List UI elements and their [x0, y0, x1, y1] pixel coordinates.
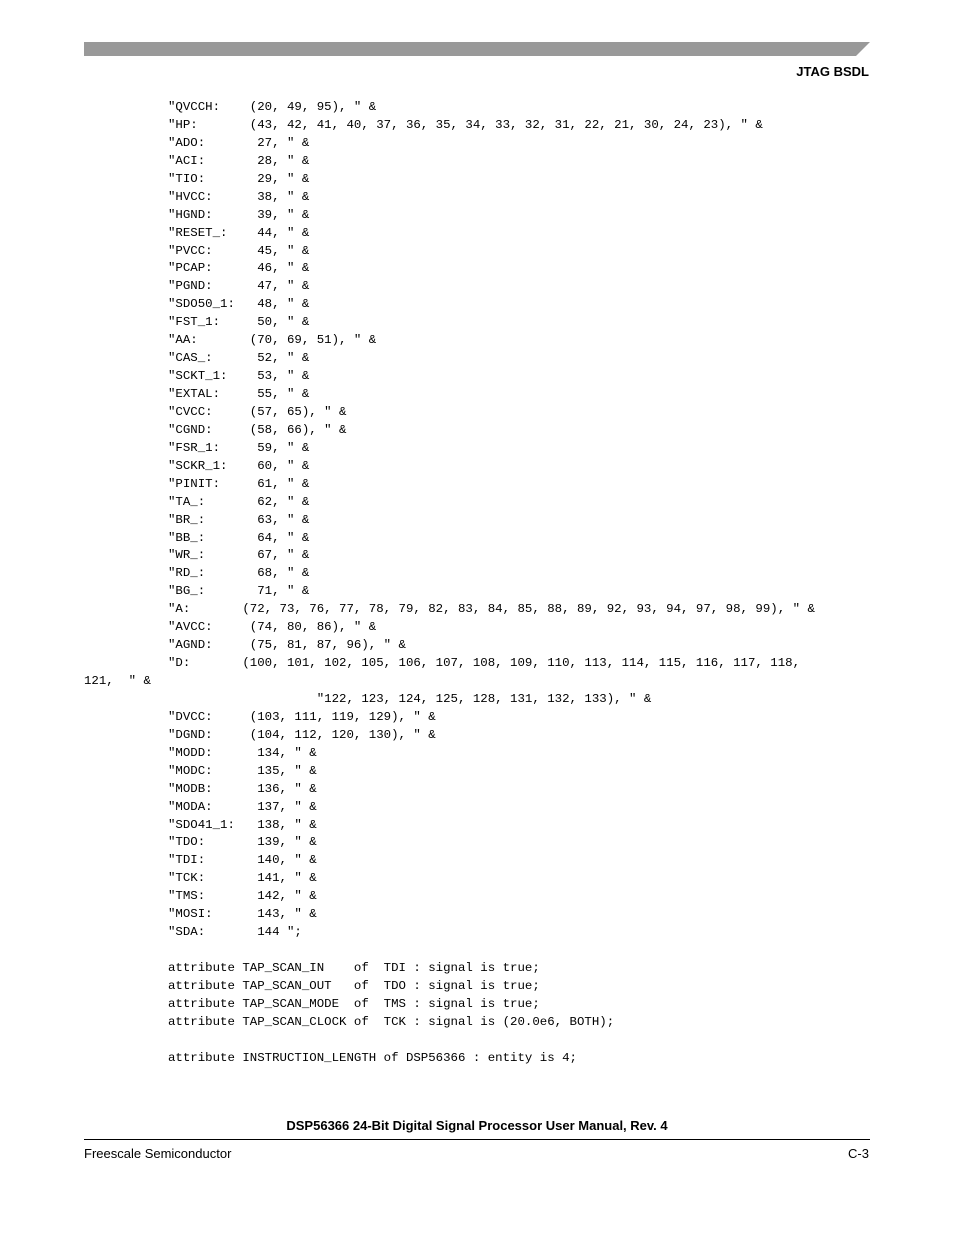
- code-line: "ADO: 27, " &: [168, 135, 310, 150]
- code-line: "CAS_: 52, " &: [168, 351, 310, 366]
- code-line: attribute TAP_SCAN_IN of TDI : signal is true;: [168, 961, 540, 975]
- code-line: "FSR_1: 59, " &: [168, 440, 310, 455]
- code-line: "MODD: 134, " &: [168, 745, 317, 760]
- code-line: "HGND: 39, " &: [168, 207, 310, 222]
- code-line-blank: [168, 942, 888, 960]
- code-line: "MOSI: 143, " &: [168, 907, 317, 922]
- code-line: "SDA: 144 ";: [168, 925, 302, 940]
- header-bar-shape: [84, 42, 870, 56]
- code-line: "AA: (70, 69, 51), " &: [168, 333, 377, 348]
- footer-page-number: C-3: [848, 1146, 869, 1161]
- code-line: "SDO50_1: 48, " &: [168, 297, 310, 312]
- footer-divider: [84, 1139, 870, 1140]
- code-line: "DGND: (104, 112, 120, 130), " &: [168, 727, 436, 742]
- code-line: attribute TAP_SCAN_OUT of TDO : signal is true;: [168, 978, 540, 993]
- bsdl-code-listing: [84, 99, 888, 1068]
- code-line: "QVCCH: (20, 49, 95), " &: [168, 100, 377, 114]
- code-line: "PCAP: 46, " &: [168, 261, 310, 276]
- code-line: "HP: (43, 42, 41, 40, 37, 36, 35, 34, 33, 32, 31, 22, 21, 30, 24, 23), " &: [168, 117, 763, 132]
- code-line: "MODA: 137, " &: [168, 799, 317, 814]
- code-line: "D: (100, 101, 102, 105, 106, 107, 108, 109, 110, 113, 114, 115, 116, 117, 118,: [168, 656, 801, 671]
- code-line: attribute TAP_SCAN_MODE of TMS : signal is true;: [168, 996, 540, 1011]
- code-line: "BR_: 63, " &: [168, 512, 310, 527]
- code-line: "HVCC: 38, " &: [168, 189, 310, 204]
- code-line: "RD_: 68, " &: [168, 566, 310, 581]
- footer-company: Freescale Semiconductor: [84, 1146, 232, 1161]
- code-line: "MODC: 135, " &: [168, 763, 317, 778]
- code-line: "TA_: 62, " &: [168, 494, 310, 509]
- code-line: "AGND: (75, 81, 87, 96), " &: [168, 638, 406, 653]
- code-line: "TIO: 29, " &: [168, 171, 310, 186]
- code-line: "DVCC: (103, 111, 119, 129), " &: [168, 709, 436, 724]
- footer-document-title: DSP56366 24-Bit Digital Signal Processor User Manual, Rev. 4: [286, 1118, 668, 1133]
- code-line: "ACI: 28, " &: [168, 153, 310, 168]
- code-line: "TDO: 139, " &: [168, 835, 317, 850]
- code-line: "AVCC: (74, 80, 86), " &: [168, 620, 377, 635]
- code-line: "MODB: 136, " &: [168, 781, 317, 796]
- code-line: "SDO41_1: 138, " &: [168, 817, 317, 832]
- code-line: attribute TAP_SCAN_CLOCK of TCK : signal is (20.0e6, BOTH);: [168, 1014, 615, 1029]
- code-line: attribute INSTRUCTION_LENGTH of DSP56366 : entity is 4;: [168, 1050, 577, 1065]
- code-line: "EXTAL: 55, " &: [168, 387, 310, 401]
- code-line: "SCKR_1: 60, " &: [168, 458, 310, 473]
- header-bar: [84, 42, 870, 56]
- code-line-blank: [168, 1032, 888, 1050]
- code-line: "FST_1: 50, " &: [168, 315, 310, 330]
- code-line: "TCK: 141, " &: [168, 871, 317, 886]
- code-line: "A: (72, 73, 76, 77, 78, 79, 82, 83, 84, 85, 88, 89, 92, 93, 94, 97, 98, 99), " &: [168, 602, 815, 617]
- code-line: "PINIT: 61, " &: [168, 476, 310, 491]
- code-line: "CGND: (58, 66), " &: [168, 422, 347, 437]
- code-line: "PVCC: 45, " &: [168, 243, 310, 258]
- code-line: "TMS: 142, " &: [168, 889, 317, 904]
- code-line-wrapped: 121, " &: [84, 674, 151, 688]
- code-line: "BG_: 71, " &: [168, 584, 310, 599]
- code-line: "PGND: 47, " &: [168, 279, 310, 294]
- code-line: "BB_: 64, " &: [168, 530, 310, 545]
- code-line: "WR_: 67, " &: [168, 548, 310, 563]
- code-line: "CVCC: (57, 65), " &: [168, 404, 347, 419]
- code-line: "122, 123, 124, 125, 128, 131, 132, 133), " &: [168, 691, 652, 706]
- code-line: "TDI: 140, " &: [168, 853, 317, 868]
- code-line: "SCKT_1: 53, " &: [168, 369, 310, 384]
- section-title: JTAG BSDL: [796, 64, 869, 79]
- code-line: "RESET_: 44, " &: [168, 225, 310, 240]
